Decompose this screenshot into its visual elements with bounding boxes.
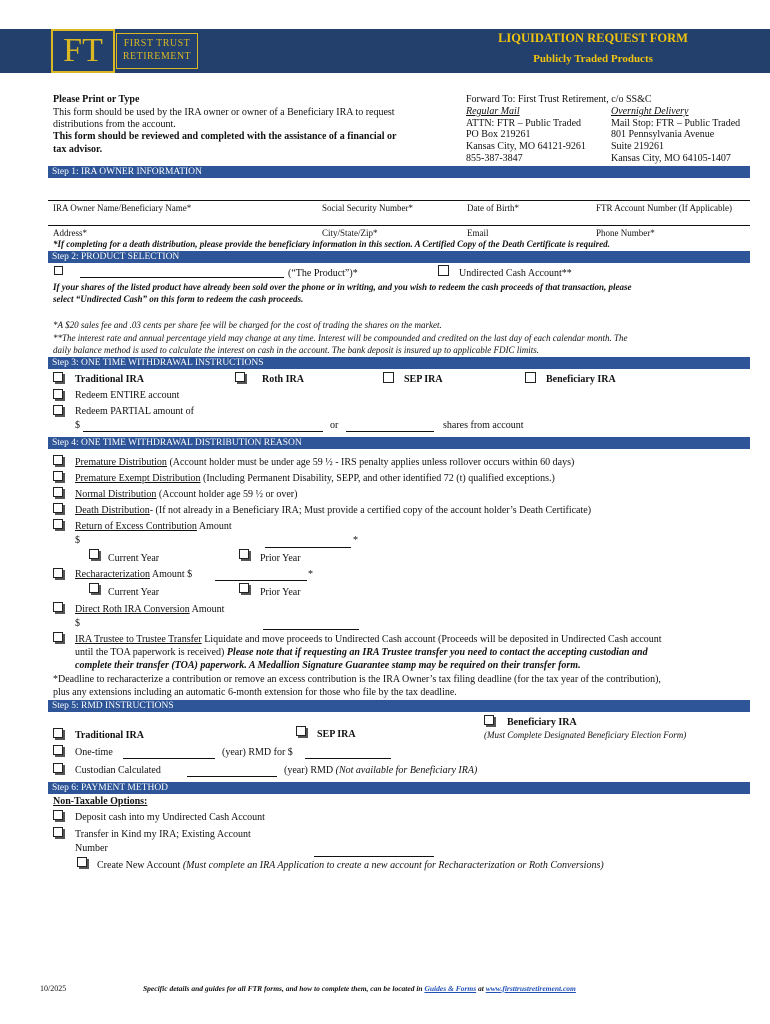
- deposit-cash-label: Deposit cash into my Undirected Cash Account: [75, 812, 265, 823]
- regular-mail-title: Regular Mail: [466, 106, 520, 117]
- partial-shares-input[interactable]: [346, 431, 434, 432]
- option-title: Death Distribution: [75, 505, 150, 516]
- logo-wordmark: FIRST TRUST RETIREMENT: [116, 33, 198, 69]
- roth-conversion-checkbox[interactable]: [53, 602, 63, 612]
- overnight-line: Mail Stop: FTR – Public Traded: [611, 118, 741, 129]
- form-date: 10/2025: [40, 984, 67, 993]
- prior-year-label: Prior Year: [260, 553, 301, 564]
- trustee-transfer-checkbox[interactable]: [53, 632, 63, 642]
- create-account-note: (Must complete an IRA Application to create a new account for Recharacterization or Roth Conversions): [182, 860, 604, 871]
- roth-amount-input[interactable]: [263, 629, 359, 630]
- option-desc: Amount $: [149, 569, 193, 580]
- death-note: *If completing for a death distribution, please provide the beneficiary information in this section. A Certified Copy of the Death Certificate is required.: [53, 239, 610, 249]
- overnight-line: Suite 219261: [611, 141, 665, 152]
- account-number-label: FTR Account Number (If Applicable): [596, 203, 732, 213]
- rmd-onetime-year-input[interactable]: [123, 758, 215, 759]
- premature-option: [75, 457, 574, 468]
- logo-monogram: FT: [51, 29, 115, 73]
- excess-current-year-checkbox[interactable]: [89, 549, 99, 559]
- rmd-onetime-checkbox[interactable]: [53, 745, 63, 755]
- owner-name-label: IRA Owner Name/Beneficiary Name*: [53, 203, 192, 213]
- option-desc: Amount: [196, 521, 232, 532]
- redeem-entire-label: Redeem ENTIRE account: [75, 390, 180, 401]
- overnight-line: 801 Pennsylvania Avenue: [611, 129, 715, 140]
- rechar-amount-input[interactable]: [215, 580, 307, 581]
- ssn-label: Social Security Number*: [322, 203, 413, 213]
- create-account-option: [97, 860, 604, 871]
- option-desc: Amount: [189, 604, 225, 615]
- rechar-prior-year-checkbox[interactable]: [239, 583, 249, 593]
- address-label: Address*: [53, 228, 87, 238]
- partial-amount-input[interactable]: [83, 431, 323, 432]
- form-subtitle: Publicly Traded Products: [533, 53, 653, 65]
- product-input-line[interactable]: [80, 277, 284, 278]
- footer-desc: Specific details and guides for all FTR forms, and how to complete them, can be located in: [143, 984, 425, 993]
- rmd-custodian-label2: [284, 765, 477, 776]
- rmd-sep-label: SEP IRA: [317, 729, 356, 740]
- overnight-title: Overnight Delivery: [611, 106, 689, 117]
- shares-label: shares from account: [443, 420, 524, 431]
- rmd-beneficiary-note: (Must Complete Designated Beneficiary Election Form): [484, 730, 687, 740]
- fee-note: *A $20 sales fee and .03 cents per share fee will be charged for the cost of trading the shares on the market.: [53, 320, 442, 330]
- rechar-current-year-checkbox[interactable]: [89, 583, 99, 593]
- option-title: IRA Trustee to Trustee Transfer: [75, 634, 202, 645]
- email-label: Email: [467, 228, 489, 238]
- intro-line: distributions from the account.: [53, 119, 176, 130]
- prior-year-label: Prior Year: [260, 587, 301, 598]
- option-desc: (Account holder must be under age 59 ½ - IRS penalty applies unless rollover occurs within 60 days): [166, 457, 575, 468]
- rmd-custodian-year-input[interactable]: [187, 776, 277, 777]
- intro-line: tax advisor.: [53, 144, 103, 155]
- option-title: Recharacterization: [75, 569, 150, 580]
- form-title: LIQUIDATION REQUEST FORM: [498, 31, 688, 45]
- traditional-ira-label: Traditional IRA: [75, 374, 144, 385]
- rmd-onetime-amount-input[interactable]: [305, 758, 391, 759]
- excess-amount-input[interactable]: [265, 547, 351, 548]
- footer-at: at: [476, 984, 486, 993]
- option-desc: Liquidate and move proceeds to Undirected Cash account (Proceeds will be deposited in Undirected Cash account: [201, 634, 662, 645]
- exempt-checkbox[interactable]: [53, 471, 63, 481]
- excess-checkbox[interactable]: [53, 519, 63, 529]
- account-number-label: Number: [75, 843, 108, 854]
- normal-checkbox[interactable]: [53, 487, 63, 497]
- rmd-sep-checkbox[interactable]: [296, 726, 306, 736]
- option-warning: Please note that if requesting an IRA Trustee transfer you need to contact the accepting custodian and: [226, 647, 648, 658]
- company-logo: [48, 29, 200, 73]
- rmd-beneficiary-checkbox[interactable]: [484, 715, 494, 725]
- city-label: City/State/Zip*: [322, 228, 378, 238]
- premature-checkbox[interactable]: [53, 455, 63, 465]
- interest-note: **The interest rate and annual percentage yield may change at any time. Interest will be compounded and credited on the last day of each calendar month. The: [53, 333, 628, 343]
- option-title: Premature Distribution: [75, 457, 167, 468]
- step1-header: Step 1: IRA OWNER INFORMATION: [48, 166, 750, 178]
- rmd-onetime-label: One-time: [75, 747, 113, 758]
- sep-ira-label: SEP IRA: [404, 374, 443, 385]
- option-title: Direct Roth IRA Conversion: [75, 604, 190, 615]
- dob-label: Date of Birth*: [467, 203, 519, 213]
- option-desc: (Account holder age 59 ½ or over): [156, 489, 298, 500]
- existing-account-input[interactable]: [314, 856, 434, 857]
- or-label: or: [330, 420, 339, 431]
- death-checkbox[interactable]: [53, 503, 63, 513]
- rmd-custodian-note: (Not available for Beneficiary IRA): [335, 765, 478, 776]
- option-title: Premature Exempt Distribution: [75, 473, 201, 484]
- exempt-option: [75, 473, 555, 484]
- dollar-sign: $: [75, 420, 80, 431]
- undirected-cash-checkbox[interactable]: [438, 265, 449, 276]
- regular-mail-line: Kansas City, MO 64121-9261: [466, 141, 586, 152]
- trustee-transfer-option: [75, 634, 662, 645]
- current-year-label: Current Year: [108, 587, 160, 598]
- option-desc: (Including Permanent Disability, SEPP, and other identified 72 (t) qualified exceptions.): [200, 473, 555, 484]
- transfer-in-kind-checkbox[interactable]: [53, 827, 63, 837]
- redeem-partial-label: Redeem PARTIAL amount of: [75, 406, 194, 417]
- required-star: *: [308, 569, 313, 580]
- create-account-label: Create New Account: [97, 860, 183, 871]
- beneficiary-ira-checkbox[interactable]: [525, 372, 536, 383]
- step3-header: Step 3: ONE TIME WITHDRAWAL INSTRUCTIONS: [48, 357, 750, 369]
- intro-line: This form should be used by the IRA owner or owner of a Beneficiary IRA to request: [53, 107, 395, 118]
- guides-forms-link[interactable]: Guides & Forms: [424, 984, 477, 993]
- step4-header: Step 4: ONE TIME WITHDRAWAL DISTRIBUTION REASON: [48, 437, 750, 449]
- regular-mail-line: 855-387-3847: [466, 153, 523, 164]
- normal-option: [75, 489, 297, 500]
- field-line: [48, 225, 750, 226]
- rmd-traditional-checkbox[interactable]: [53, 728, 63, 738]
- step5-header: Step 5: RMD INSTRUCTIONS: [48, 700, 750, 712]
- rmd-custodian-label: Custodian Calculated: [75, 765, 161, 776]
- field-line: [48, 200, 750, 201]
- rmd-beneficiary-label: Beneficiary IRA: [507, 717, 577, 728]
- intro-line: This form should be reviewed and completed with the assistance of a financial or: [53, 131, 397, 142]
- recharacterization-option: [75, 569, 192, 580]
- excess-prior-year-checkbox[interactable]: [239, 549, 249, 559]
- website-link[interactable]: www.firsttrustretirement.com: [485, 984, 576, 993]
- death-option: [75, 505, 591, 516]
- trustee-transfer-note: complete their transfer (TOA) paperwork. A Medallion Signature Guarantee stamp may be required on their transfer form.: [75, 660, 581, 671]
- current-year-label: Current Year: [108, 553, 160, 564]
- sep-ira-checkbox[interactable]: [383, 372, 394, 383]
- product-label: (“The Product”)*: [288, 268, 358, 279]
- sold-warning: If your shares of the listed product have already been sold over the phone or in writing, and you wish to redeem the cash proceeds of that transaction, please: [53, 282, 632, 292]
- overnight-line: Kansas City, MO 64105-1407: [611, 153, 731, 164]
- forward-to: Forward To: First Trust Retirement, c/o SS&C: [466, 94, 652, 105]
- rmd-onetime-label2: (year) RMD for $: [222, 747, 293, 758]
- deadline-note: plus any extensions including an automatic 6-month extension for those who file by the tax deadline.: [53, 687, 457, 698]
- create-account-checkbox[interactable]: [77, 857, 87, 867]
- option-desc: - (If not already in a Beneficiary IRA; Must provide a certified copy of the account holder’s Death Certificate): [149, 505, 592, 516]
- redeem-entire-checkbox[interactable]: [53, 389, 63, 399]
- non-taxable-heading: Non-Taxable Options:: [53, 796, 148, 807]
- footer-text: [143, 984, 576, 993]
- undirected-cash-label: Undirected Cash Account**: [459, 268, 572, 279]
- dollar-sign: $: [75, 535, 80, 546]
- option-title: Normal Distribution: [75, 489, 157, 500]
- roth-ira-label: Roth IRA: [262, 374, 304, 385]
- sold-warning: select “Undirected Cash” on this form to redeem the cash proceeds.: [53, 294, 304, 304]
- interest-note: daily balance method is used to calculate the interest on cash in the account. The bank deposit is insured up to applicable FDIC limits.: [53, 345, 540, 355]
- deadline-note: *Deadline to recharacterize a contribution or remove an excess contribution is the IRA Owner’s tax filing deadline (for the tax year of the contribution),: [53, 674, 661, 685]
- product-checkbox[interactable]: [54, 266, 63, 275]
- dollar-sign: $: [75, 618, 80, 629]
- beneficiary-ira-label: Beneficiary IRA: [546, 374, 616, 385]
- recharacterization-checkbox[interactable]: [53, 568, 63, 578]
- deposit-cash-checkbox[interactable]: [53, 810, 63, 820]
- step2-header: Step 2: PRODUCT SELECTION: [48, 251, 750, 263]
- roth-ira-checkbox[interactable]: [235, 372, 245, 382]
- rmd-custodian-text: (year) RMD: [284, 765, 336, 776]
- step6-header: Step 6: PAYMENT METHOD: [48, 782, 750, 794]
- option-title: Return of Excess Contribution: [75, 521, 197, 532]
- regular-mail-line: ATTN: FTR – Public Traded: [466, 118, 582, 129]
- redeem-partial-checkbox[interactable]: [53, 405, 63, 415]
- trustee-transfer-note: [75, 647, 648, 658]
- excess-option: [75, 521, 232, 532]
- regular-mail-line: PO Box 219261: [466, 129, 531, 140]
- rmd-traditional-label: Traditional IRA: [75, 730, 144, 741]
- option-desc: until the TOA paperwork is received): [75, 647, 227, 658]
- rmd-custodian-checkbox[interactable]: [53, 763, 63, 773]
- print-instruction: Please Print or Type: [53, 94, 140, 105]
- roth-conversion-option: [75, 604, 224, 615]
- traditional-ira-checkbox[interactable]: [53, 372, 63, 382]
- phone-label: Phone Number*: [596, 228, 655, 238]
- transfer-in-kind-label: Transfer in Kind my IRA; Existing Account: [75, 829, 251, 840]
- required-star: *: [353, 535, 358, 546]
